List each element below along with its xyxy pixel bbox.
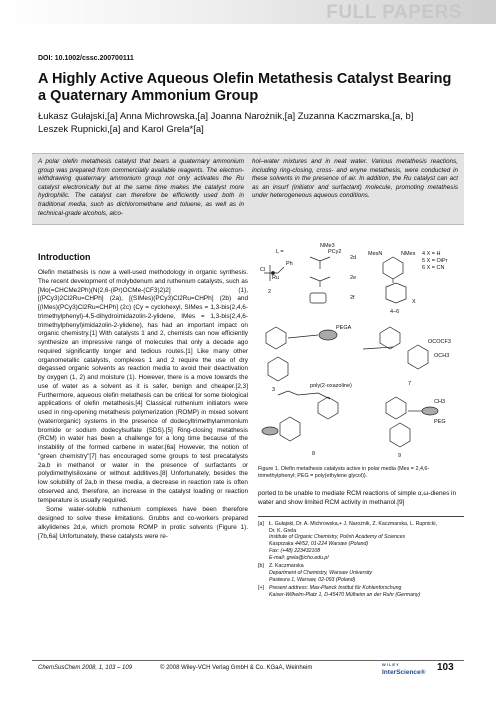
affiliation-block	[258, 563, 464, 583]
fig-label: NMes	[401, 251, 416, 257]
fig-label: PCy2	[328, 249, 342, 255]
bond	[310, 277, 330, 287]
structure-figure	[258, 243, 464, 463]
affiliation-line: Department of Chemistry, Warsaw University	[269, 569, 373, 576]
affiliation-block	[258, 585, 464, 598]
imidazoline-ring	[318, 397, 338, 419]
author-list	[38, 110, 458, 136]
benzene-ring	[408, 345, 428, 369]
ring	[310, 293, 326, 303]
affiliation-line: Ł. Gułajski, Dr. A. Michrowska,+ J. Narożnik, Z. Kaczmarska, L. Rupnicki,	[269, 521, 437, 527]
fig-label: OCH3	[434, 353, 450, 359]
journal-citation: ChemSusChem 2008, 1, 103 – 109	[38, 665, 133, 671]
author-line-1: Łukasz Gułajski,[a] Anna Michrowska,[a] Joanna Narożnik,[a] Zuzanna Kaczmarska,[a, b]	[38, 111, 414, 122]
affiliations	[258, 521, 464, 599]
abstract-box	[32, 153, 464, 225]
bond	[278, 391, 330, 399]
benzene-ring	[386, 283, 406, 303]
affiliation-tag: [+]	[258, 585, 264, 592]
fig-label: PEG	[434, 419, 446, 425]
fig-label: CH3	[434, 399, 446, 405]
pega-bead	[319, 330, 337, 340]
fig-label: 2e	[350, 275, 357, 281]
figure-caption: Figure 1. Olefin metathesis catalysts active in polar media (Mes = 2,4,6-trimethylphenyl; PEG = poly(ethylene glycol)).	[258, 466, 430, 479]
fig-label: 2	[268, 289, 272, 295]
section-heading: Introduction	[38, 252, 91, 262]
affiliation-line: Fax: (+48) 223432108	[269, 547, 321, 554]
fig-label: X	[412, 299, 416, 305]
fig-label: 7	[408, 381, 412, 387]
fig-label: OCOCF3	[428, 339, 451, 345]
interscience-logo	[382, 661, 425, 677]
fig-label: 3	[272, 387, 276, 393]
peg-bead	[422, 407, 438, 415]
affiliation-text	[269, 585, 420, 598]
affiliation-tag: [b]	[258, 563, 264, 570]
affiliation-line: Z. Kaczmarska	[269, 563, 304, 570]
divider	[258, 516, 464, 517]
affiliation-tag: [a]	[258, 521, 264, 527]
logo-bottom: InterScience®	[382, 669, 426, 676]
paragraph: Some water-soluble ruthenium complexes have been therefore designed to solve these limitations. Grubbs and co-workers prepared alkylidenes 2d,e, which promote ROMP in protic solvents (Figure 1).[7b,6a] Unfortunately, these catalysts were re-	[38, 506, 248, 540]
fig-label: L =	[276, 249, 284, 255]
fig-label: 2f	[350, 295, 355, 301]
fig-label: Cl	[260, 267, 266, 273]
fig-label: poly(2-oxazoline)	[310, 383, 352, 389]
affiliation-text	[269, 563, 372, 583]
abstract-left: A polar olefin metathesis catalyst that bears a quaternary ammonium group was prepared from commercially available reagents. The electron-withdrawing quaternary ammonium group not only activates the Ru catalyst electronically but at the same time makes the catalyst more hydrophilic. The catalyst can therefore be efficiently used both in traditional media, such as dichloromethane and toluene, as well as in technical-grade alcohols, alco-	[38, 158, 244, 217]
fig-label: MesN	[368, 251, 383, 257]
fig-label: 5 X = OiPr	[422, 258, 448, 264]
article-title: A Highly Active Aqueous Olefin Metathesis Catalyst Bearing a Quaternary Ammonium Group	[38, 71, 452, 104]
benzene-ring	[280, 417, 300, 441]
affiliation-text	[269, 521, 437, 561]
fig-label: NMe3	[320, 243, 335, 249]
intro-body	[38, 269, 248, 542]
section-label: FULL PAPERS	[326, 2, 462, 23]
fig-label: 4–6	[390, 309, 400, 315]
paragraph: Olefin metathesis is now a well-used methodology in organic synthesis. The recent development of molybdenum and ruthenium catalysts, such as [Mo(=CHCMe2Ph)(N(2,6-(iPr)OCMe-(CF3)2)2] (1), [(PCy3)2Cl2Ru=CHPh] (2a), [(SIMes)(PCy3)Cl2Ru=CHPh] (2b) and [(IMes)(PCy3)Cl2Ru=CHPh] (2c) (Cy = cyclohexyl, SIMes = 1,3-bis(2,4,6-trimethylphenyl)-4,5-dihydroimidazolin-2-ylidene, IMes = 1,3-bis(2,4,6-trimethylphenyl)imidazolin-2-ylidene), has had an important impact on organic chemistry.[1] With catalysts 1 and 2, chemists can now efficiently synthesize an impressive range of molecules that only a decade ago required significantly longer and tedious routes.[1] Like many other organometallic catalysts, complexes 1 and 2 require the use of dry degassed organic solvents as reaction media to avoid their deactivation by oxygen (1, 2) and moisture (1). However, there is a move towards the use of water as a solvent as it is safer, benign and cheaper.[2,3] Furthermore, aqueous olefin metathesis can be critical for some biological applications of olefin metathesis.[4] Classical ruthenium initiators were used in ring-opening metathesis polymerization (ROMP) in mixed solvent (water/organic) systems in the presence of dodecyltrimethylammonium bromide or sodium dodecylsulfate (SDS).[5] Ring-closing metathesis (RCM) in water has been a challenge for a long time because of the instability of the formed carbene in water.[6a] However, the notion of "green chemistry"[7] has encouraged some groups to test precatalysts 2a,b in methanol or water in the presence of surfactants or polydimethylsiloxane or without additives.[8] Unfortunately, besides the low solubility of 2a,b in these media, a decrease in reaction rate is often observed and, therefore, an increase in the catalyst loading or reaction temperature is usually required.	[38, 269, 248, 504]
fig-label: Ru	[272, 275, 280, 281]
body-continuation: ported to be unable to mediate RCM reactions of simple α,ω-dienes in water and show limited RCM activity in methanol.[9]	[258, 490, 457, 506]
page-number: 103	[437, 662, 454, 673]
peg-bead	[262, 427, 278, 435]
fig-label: PEGA	[336, 325, 352, 331]
author-line-2: Leszek Rupnicki,[a] and Karol Grela*[a]	[38, 124, 204, 135]
imidazoline-ring	[266, 327, 286, 349]
imidazoline-ring	[380, 327, 400, 349]
affiliation-line: Kaiser-Wilhelm-Platz 1, D-45470 Mülheim an der Ruhr (Germany)	[269, 592, 421, 599]
fig-label: 8	[312, 451, 316, 457]
fig-label: 4 X = H	[422, 251, 441, 257]
abstract-right: hol–water mixtures and in neat water. Various metathesis reactions, including ring-closing, cross- and enyne metathesis, were conducted in these solvents in the presence of air. In addition, the Ru catalyst can act as an insurf (initiator and surfactant) molecule, promoting metathesis under heterogeneous aqueous conditions.	[252, 158, 458, 200]
benzene-ring	[390, 423, 410, 447]
fig-label: 2d	[350, 255, 357, 261]
affiliation-line: E-mail: grela@icho.edu.pl	[269, 554, 329, 561]
affiliation-line: Institute of Organic Chemistry, Polish Academy of Sciences	[269, 534, 406, 541]
affiliation-line: Present address: Max-Planck Institut für Kohlenforschung	[269, 585, 402, 592]
bond	[288, 335, 318, 338]
logo-top: WILEY	[382, 662, 400, 667]
affiliation-line: Kasprzaka 44/52, 01-224 Warsaw (Poland)	[269, 541, 369, 548]
affiliation-line: Pasteura 1, Warsaw, 02-093 (Poland)	[269, 576, 356, 583]
fig-label: 9	[398, 453, 402, 459]
imidazoline-ring	[386, 397, 406, 419]
affiliation-line: Dr. K. Grela	[269, 527, 297, 534]
fig-label: 6 X = CN	[422, 265, 445, 271]
copyright: © 2008 Wiley-VCH Verlag GmbH & Co. KGaA, Weinheim	[160, 665, 313, 671]
bond	[310, 257, 330, 269]
imidazoline-ring	[383, 257, 403, 279]
fig-label: Ph	[286, 261, 293, 267]
benzene-ring	[268, 357, 288, 381]
doi: DOI: 10.1002/cssc.200700111	[38, 55, 134, 62]
affiliation-block	[258, 521, 464, 561]
